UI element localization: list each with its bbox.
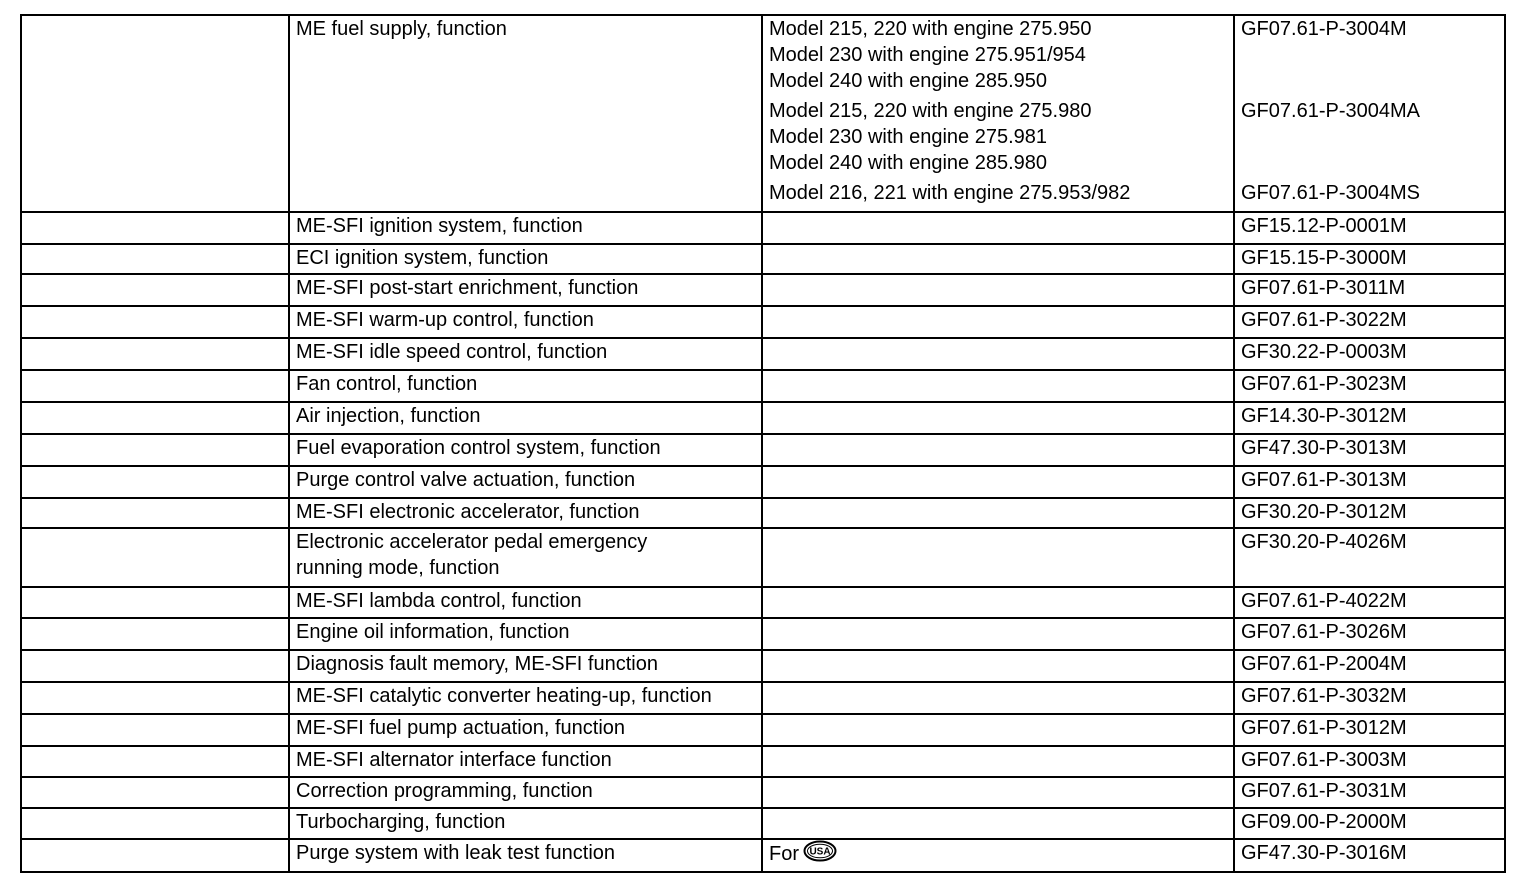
function-label-line: running mode, function: [296, 557, 500, 579]
table-row: [21, 402, 1505, 434]
document-cell: [1234, 15, 1505, 212]
table-row: [21, 15, 1505, 212]
function-label: Fuel evaporation control system, function: [296, 437, 661, 459]
function-reference-table: [20, 14, 1506, 873]
document-cell: [1234, 402, 1505, 434]
group-cell: [21, 402, 289, 434]
function-cell: [289, 498, 762, 528]
group-cell: [21, 466, 289, 498]
document-cell: [1234, 306, 1505, 338]
document-cell: [1234, 839, 1505, 872]
document-number: GF07.61-P-3032M: [1241, 685, 1407, 707]
document-cell: [1234, 528, 1505, 587]
document-number: GF07.61-P-2004M: [1241, 653, 1407, 675]
document-group: [1241, 180, 1498, 206]
function-cell: [289, 650, 762, 682]
validity-label: For: [769, 843, 799, 865]
function-label: ME-SFI catalytic converter heating-up, function: [296, 685, 712, 707]
function-label: Fan control, function: [296, 373, 478, 395]
function-cell: [289, 777, 762, 808]
document-number: GF09.00-P-2000M: [1241, 811, 1407, 833]
function-cell: [289, 434, 762, 466]
group-cell: [21, 746, 289, 777]
document-cell: [1234, 714, 1505, 746]
validity-cell: [762, 244, 1234, 274]
group-cell: [21, 808, 289, 839]
function-label: Turbocharging, function: [296, 811, 506, 833]
model-line: Model 215, 220 with engine 275.980: [769, 100, 1092, 122]
model-group: [769, 16, 1227, 94]
model-group: [769, 98, 1227, 176]
function-cell: [289, 808, 762, 839]
validity-cell: [762, 370, 1234, 402]
model-group: [769, 180, 1227, 206]
function-label: Engine oil information, function: [296, 621, 570, 643]
document-number: GF07.61-P-3023M: [1241, 373, 1407, 395]
document-cell: [1234, 618, 1505, 650]
document-number: GF07.61-P-3011M: [1241, 277, 1406, 299]
document-number: GF07.61-P-3022M: [1241, 309, 1407, 331]
table-row: [21, 714, 1505, 746]
document-cell: [1234, 274, 1505, 306]
group-cell: [21, 434, 289, 466]
document-cell: [1234, 587, 1505, 618]
function-label: ME-SFI ignition system, function: [296, 215, 583, 237]
function-cell: [289, 839, 762, 872]
model-line: Model 215, 220 with engine 275.950: [769, 18, 1092, 40]
function-cell: [289, 402, 762, 434]
model-line: Model 240 with engine 285.950: [769, 70, 1047, 92]
table-row: [21, 682, 1505, 714]
document-number: GF07.61-P-3026M: [1241, 621, 1407, 643]
validity-cell: [762, 434, 1234, 466]
document-number: GF07.61-P-3003M: [1241, 749, 1407, 771]
table-row: [21, 777, 1505, 808]
document-cell: [1234, 650, 1505, 682]
document-number: GF07.61-P-3004MA: [1241, 100, 1420, 122]
function-label: ME-SFI idle speed control, function: [296, 341, 608, 363]
table-row: [21, 274, 1505, 306]
table-row: [21, 618, 1505, 650]
validity-cell: [762, 498, 1234, 528]
model-line: Model 230 with engine 275.951/954: [769, 44, 1086, 66]
group-cell: [21, 839, 289, 872]
table-row: [21, 498, 1505, 528]
group-cell: [21, 777, 289, 808]
group-cell: [21, 714, 289, 746]
document-number: GF07.61-P-3013M: [1241, 469, 1407, 491]
function-cell: [289, 274, 762, 306]
function-cell: [289, 466, 762, 498]
table-row: [21, 306, 1505, 338]
document-number: GF07.61-P-3012M: [1241, 717, 1407, 739]
document-number: GF30.20-P-4026M: [1241, 531, 1407, 553]
model-line: Model 230 with engine 275.981: [769, 126, 1047, 148]
document-number: GF15.15-P-3000M: [1241, 247, 1407, 269]
function-cell: [289, 746, 762, 777]
table-row: [21, 212, 1505, 244]
table-row: [21, 650, 1505, 682]
validity-cell: [762, 746, 1234, 777]
validity-cell: [762, 212, 1234, 244]
validity-cell: [762, 650, 1234, 682]
document-group: [1241, 98, 1498, 176]
document-cell: [1234, 338, 1505, 370]
model-line: Model 216, 221 with engine 275.953/982: [769, 182, 1131, 204]
table-row: [21, 244, 1505, 274]
function-label: Purge control valve actuation, function: [296, 469, 636, 491]
function-cell: [289, 682, 762, 714]
function-label: ME-SFI alternator interface function: [296, 749, 612, 771]
document-number: GF07.61-P-4022M: [1241, 590, 1407, 612]
table-row: [21, 338, 1505, 370]
document-cell: [1234, 746, 1505, 777]
group-cell: [21, 498, 289, 528]
validity-cell: [762, 274, 1234, 306]
document-number: GF07.61-P-3031M: [1241, 780, 1407, 802]
group-cell: [21, 618, 289, 650]
function-label: ME fuel supply, function: [296, 18, 507, 40]
group-cell: [21, 370, 289, 402]
document-cell: [1234, 212, 1505, 244]
function-cell: [289, 370, 762, 402]
function-cell: [289, 306, 762, 338]
function-cell: [289, 618, 762, 650]
validity-cell: [762, 466, 1234, 498]
document-number: GF30.20-P-3012M: [1241, 501, 1407, 523]
function-label-line: Electronic accelerator pedal emergency: [296, 531, 648, 553]
document-cell: [1234, 434, 1505, 466]
function-cell: [289, 587, 762, 618]
function-label: ME-SFI electronic accelerator, function: [296, 501, 640, 523]
table-row: [21, 839, 1505, 872]
validity-cell: [762, 306, 1234, 338]
validity-cell: [762, 587, 1234, 618]
group-cell: [21, 338, 289, 370]
group-cell: [21, 650, 289, 682]
function-label: ECI ignition system, function: [296, 247, 549, 269]
document-cell: [1234, 808, 1505, 839]
function-label: Air injection, function: [296, 405, 481, 427]
document-cell: [1234, 682, 1505, 714]
group-cell: [21, 212, 289, 244]
document-number: GF47.30-P-3016M: [1241, 842, 1407, 864]
document-number: GF14.30-P-3012M: [1241, 405, 1407, 427]
document-number: GF15.12-P-0001M: [1241, 215, 1407, 237]
function-cell: [289, 15, 762, 212]
group-cell: [21, 15, 289, 212]
table-row: [21, 370, 1505, 402]
validity-cell: [762, 618, 1234, 650]
validity-cell: [762, 15, 1234, 212]
function-label: ME-SFI warm-up control, function: [296, 309, 594, 331]
validity-cell: [762, 528, 1234, 587]
group-cell: [21, 244, 289, 274]
table-row: [21, 746, 1505, 777]
document-number: GF30.22-P-0003M: [1241, 341, 1407, 363]
document-number: GF07.61-P-3004M: [1241, 18, 1407, 40]
group-cell: [21, 306, 289, 338]
function-cell: [289, 212, 762, 244]
function-cell: [289, 714, 762, 746]
function-label: Correction programming, function: [296, 780, 593, 802]
document-cell: [1234, 244, 1505, 274]
function-label: ME-SFI lambda control, function: [296, 590, 582, 612]
group-cell: [21, 528, 289, 587]
function-cell: [289, 244, 762, 274]
function-label: Diagnosis fault memory, ME-SFI function: [296, 653, 658, 675]
function-label: ME-SFI fuel pump actuation, function: [296, 717, 626, 739]
model-line: Model 240 with engine 285.980: [769, 152, 1047, 174]
validity-cell: [762, 682, 1234, 714]
document-cell: [1234, 466, 1505, 498]
document-number: GF07.61-P-3004MS: [1241, 182, 1420, 204]
group-cell: [21, 274, 289, 306]
document-group: [1241, 16, 1498, 94]
function-label: ME-SFI post-start enrichment, function: [296, 277, 639, 299]
function-label: Purge system with leak test function: [296, 842, 616, 864]
function-cell: [289, 338, 762, 370]
group-cell: [21, 587, 289, 618]
table-row: [21, 808, 1505, 839]
document-number: GF47.30-P-3013M: [1241, 437, 1407, 459]
document-cell: [1234, 370, 1505, 402]
validity-cell: [762, 338, 1234, 370]
document-cell: [1234, 498, 1505, 528]
table-row: [21, 587, 1505, 618]
table-row: [21, 434, 1505, 466]
validity-cell: [762, 777, 1234, 808]
validity-cell: [762, 402, 1234, 434]
function-cell: [289, 528, 762, 587]
table-row: [21, 528, 1505, 587]
validity-cell: [762, 839, 1234, 872]
usa-badge-text: USA: [809, 846, 831, 858]
group-cell: [21, 682, 289, 714]
usa-badge-icon: [803, 840, 837, 862]
validity-cell: [762, 714, 1234, 746]
validity-cell: [762, 808, 1234, 839]
document-cell: [1234, 777, 1505, 808]
table-body: [21, 15, 1505, 872]
table-row: [21, 466, 1505, 498]
